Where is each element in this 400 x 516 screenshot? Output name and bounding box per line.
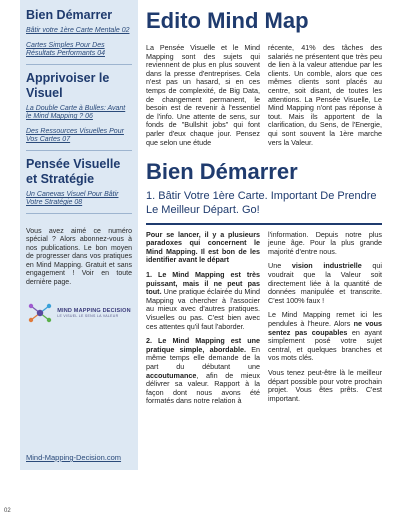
article-column-1 xyxy=(146,231,260,406)
sidebar xyxy=(20,0,138,470)
paradox-2-text: En même temps elle demande de la part du débutant une xyxy=(146,344,260,371)
industrial-text-a: Une xyxy=(268,261,292,271)
paradox-2-emphasis: accoutumance xyxy=(146,370,197,380)
industrial-emphasis: vision industrielle xyxy=(291,261,362,271)
edito-title: Edito Mind Map xyxy=(146,8,309,33)
pendules-text-b: en ayant simplement posé votre sujet central, et quelques branches et vos mots clés. xyxy=(268,327,382,363)
pendules-text-a: Le Mind Mapping remet ici les pendules à l'heure. Alors xyxy=(268,310,382,328)
edito-column-1: La Pensée Visuelle et le Mind Mapping sont des sujets qui reviennent de plus en plus souvent dans la presse d'entreprises. Cela n'est pas un hasard, si en ces temps de complexité, de Big Data, de changement permanent, le besoin est de revenir à l'essentiel de l'info. Une attente de sens, sur fonds de "Bullshit jobs" qui font parler d'eux chaque jour. Pensez que selon une étude xyxy=(146,43,260,147)
sidebar-divider xyxy=(26,213,132,214)
article-col2-p1: l'information. Depuis notre plus jeune âge. Pour la plus grande majorité d'entre nous. xyxy=(268,229,382,256)
pendules-emphasis: ne vous sentez pas coupables xyxy=(268,318,382,337)
toc-link-canevas-visuel[interactable]: Un Canevas Visuel Pour Bâtir Votre Stratégie 08 xyxy=(26,190,119,206)
toc-link-ressources-visuelles[interactable]: Des Ressources Visuelles Pour Vos Cartes 07 xyxy=(26,127,124,143)
article-col2-p4: Vous tenez peut-être là le meilleur départ possible pour votre prochain projet. Vous êtes prêts. C'est important. xyxy=(268,367,382,403)
sidebar-divider xyxy=(26,150,132,151)
industrial-text-b: qui voudrait que la Valeur soit directement liée à la quantité de données manipulée et transcrite. C'est 100% faux ! xyxy=(268,261,382,305)
paradox-1-lead: 1. Le Mind Mapping est très puissant, mais il ne peut pas tout. xyxy=(146,270,260,297)
article-subtitle: 1. Bâtir Votre 1ère Carte. Important De Prendre Le Meilleur Départ. Go! xyxy=(146,190,377,217)
main-content xyxy=(146,0,382,406)
article-divider xyxy=(146,223,382,225)
paradox-2-text-end: , afin de mieux délivrer sa valeur. Rapport à la façon dont nous avons été formatés dans notre relation à xyxy=(146,370,260,406)
sidebar-heading-pensee-visuelle: Pensée Visuelle et Stratégie xyxy=(26,156,121,186)
article-title: Bien Démarrer xyxy=(146,159,298,185)
paradox-1-text: Une pratique éclairée du Mind Mapping va chercher à l'associer au mieux avec d'autres pratiques. Visuelles ou pas. C'est bien avec ces attentes qu'il faut l'aborder. xyxy=(146,287,260,331)
sidebar-heading-apprivoiser: Apprivoiser le Visuel xyxy=(26,70,110,100)
paradox-2-lead: 2. Le Mind Mapping est une pratique simple, abordable. xyxy=(146,336,260,354)
toc-link-cartes-simples[interactable]: Cartes Simples Pour Des Résultats Performants 04 xyxy=(26,41,105,57)
mind-map-logo-icon xyxy=(27,302,53,324)
edito-column-2: récente, 41% des tâches des salariés ne présentent que très peu de lien à la valeur attendue par les clients. Un comble, alors que ces mêmes clients sont placés au centre, soit disant, de toutes les attentions. La Pensée Visuelle, Le Mind Mapping n'ont pas réponse à tout. Mais ils apportent de la clarification, du Sens, de l'Energie, qui sont souvent la 1ère marche vers la Valeur. xyxy=(268,43,382,147)
toc-link-batir-carte[interactable]: Bâtir votre 1ère Carte Mentale 02 xyxy=(26,27,130,34)
brand-logo xyxy=(26,302,132,324)
website-link[interactable]: Mind-Mapping-Decision.com xyxy=(26,453,122,462)
logo-subtitle: LE VISUEL LE SENS LA VALEUR xyxy=(57,313,119,318)
sidebar-heading-bien-demarrer: Bien Démarrer xyxy=(26,8,113,22)
toc-link-double-carte[interactable]: La Double Carte à Bulles: Avant le Mind Mapping ? 06 xyxy=(26,104,126,120)
sidebar-divider xyxy=(26,64,132,65)
article-intro: Pour se lancer, il y a plusieurs paradoxes qui concernent le Mind Mapping. Il est bon de les identifier avant le départ xyxy=(146,229,260,265)
subscribe-note: Vous avez aimé ce numéro spécial ? Alors abonnez-vous à nos publications. Le bon moyen de progresser dans vos pratiques en Mind Mapping. Gratuit et sans engagement ! Voir en toute dernière page. xyxy=(26,227,132,287)
page-number: 02 xyxy=(4,508,11,514)
logo-title: MIND MAPPING DECISION xyxy=(57,307,131,314)
article-column-2 xyxy=(268,231,382,406)
